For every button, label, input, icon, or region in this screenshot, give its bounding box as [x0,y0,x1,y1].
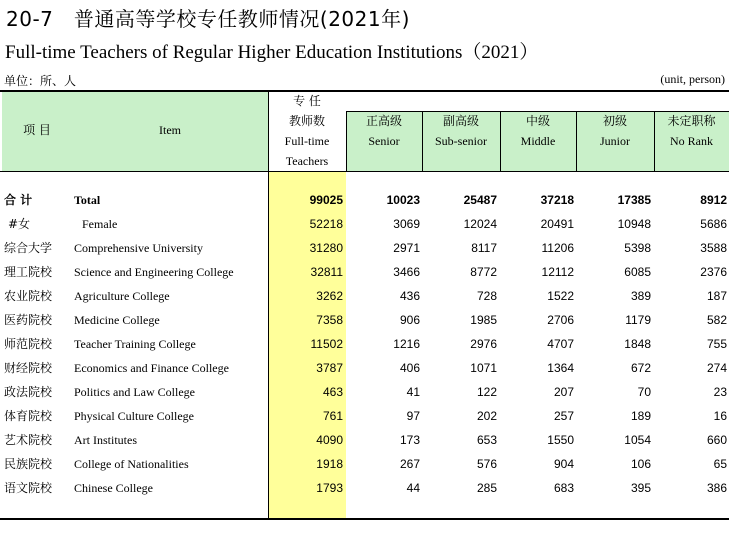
cell-norank: 660 [706,433,727,447]
cell-fulltime: 31280 [309,241,343,255]
header-senior: 正高级 Senior [365,114,402,148]
row-label-en: Total [74,193,101,207]
cell-fulltime: 3787 [316,361,343,375]
cell-junior: 389 [630,289,651,303]
cell-fulltime: 52218 [309,217,343,231]
cell-middle: 12112 [541,265,574,279]
cell-subsenior: 285 [476,481,497,495]
cell-senior: 3466 [393,265,420,279]
cell-norank: 16 [713,409,727,423]
cell-junior: 1054 [624,433,651,447]
cell-junior: 70 [637,385,651,399]
table-row [0,452,731,476]
row-label-cn: 政法院校 [4,385,53,399]
cell-fulltime: 11502 [310,337,343,351]
row-label-en: Economics and Finance College [74,361,229,375]
row-label-cn: 财经院校 [4,361,53,375]
cell-junior: 10948 [617,217,651,231]
cell-subsenior: 8772 [470,265,497,279]
cell-junior: 6085 [624,265,651,279]
row-label-cn: 医药院校 [4,313,53,327]
cell-senior: 41 [406,385,420,399]
table-row [0,236,731,260]
page-title-cn: 20-7 普通高等学校专任教师情况(2021年) [6,7,410,31]
cell-junior: 672 [630,361,651,375]
data-table [0,90,731,520]
cell-senior: 10023 [386,193,420,207]
header-middle: 中级 Middle [520,114,556,148]
cell-norank: 3588 [700,241,727,255]
cell-fulltime: 7358 [316,313,343,327]
row-label-cn: 理工院校 [4,265,53,279]
cell-fulltime: 3262 [316,289,343,303]
cell-fulltime: 4090 [316,433,343,447]
cell-norank: 582 [706,313,727,327]
cell-subsenior: 12024 [463,217,497,231]
table-row [0,188,731,212]
cell-norank: 274 [706,361,727,375]
row-label-cn: 合 计 [4,193,33,207]
cell-senior: 906 [399,313,420,327]
cell-subsenior: 122 [476,385,497,399]
row-label-en: Agriculture College [74,289,170,303]
cell-norank: 65 [713,457,727,471]
table-row [0,476,731,500]
cell-subsenior: 728 [476,289,497,303]
header-item-cn: 项 目 [23,123,51,137]
cell-senior: 436 [399,289,420,303]
cell-junior: 106 [630,457,651,471]
header-item-en: Item [159,123,181,137]
table-row [0,260,731,284]
cell-middle: 257 [553,409,574,423]
cell-subsenior: 202 [476,409,497,423]
row-label-cn: 农业院校 [4,289,53,303]
unit-label-cn: 单位：所、人 [4,74,77,88]
cell-middle: 1522 [547,289,574,303]
cell-subsenior: 653 [476,433,497,447]
cell-fulltime: 1918 [316,457,343,471]
row-label-en: Science and Engineering College [74,265,234,279]
row-label-en: Female [82,217,118,231]
cell-subsenior: 2976 [470,337,497,351]
row-label-en: College of Nationalities [74,457,189,471]
cell-fulltime: 1793 [316,481,343,495]
cell-middle: 904 [553,457,574,471]
cell-senior: 267 [399,457,420,471]
cell-junior: 1848 [624,337,651,351]
header-fulltime: 专 任 教师数 Full-time Teachers [284,94,330,168]
cell-junior: 5398 [624,241,651,255]
cell-senior: 97 [406,409,420,423]
row-label-en: Medicine College [74,313,160,327]
cell-junior: 17385 [617,193,651,207]
cell-norank: 5686 [700,217,727,231]
cell-senior: 44 [406,481,420,495]
cell-subsenior: 1985 [470,313,497,327]
row-label-cn: 综合大学 [4,241,53,255]
cell-fulltime: 463 [322,385,343,399]
cell-junior: 189 [630,409,651,423]
row-label-en: Teacher Training College [74,337,196,351]
table-row [0,332,731,356]
table-row [0,428,731,452]
cell-middle: 1364 [547,361,574,375]
table-bottom-border [0,518,729,520]
cell-norank: 8912 [700,193,727,207]
cell-norank: 23 [713,385,727,399]
cell-norank: 187 [706,289,727,303]
header-norank: 未定职称 No Rank [667,114,716,148]
cell-subsenior: 576 [476,457,497,471]
cell-middle: 11206 [541,241,574,255]
cell-senior: 2971 [393,241,420,255]
cell-senior: 406 [399,361,420,375]
cell-middle: 2706 [547,313,574,327]
row-label-en: Comprehensive University [74,241,203,255]
table-row [0,404,731,428]
cell-subsenior: 8117 [471,241,497,255]
row-label-cn: 体育院校 [4,409,53,423]
header-bottom-border [0,171,729,172]
cell-norank: 2376 [700,265,727,279]
cell-senior: 1216 [393,337,420,351]
cell-junior: 395 [630,481,651,495]
row-label-en: Art Institutes [74,433,137,447]
cell-fulltime: 761 [322,409,343,423]
row-label-en: Politics and Law College [74,385,195,399]
cell-middle: 207 [553,385,574,399]
header-subsenior: 副高级 Sub-senior [435,114,487,148]
row-label-cn: 语文院校 [4,481,53,495]
table-row [0,380,731,404]
row-label-cn: 艺术院校 [4,433,53,447]
row-label-cn: 师范院校 [4,337,53,351]
page-title-en: Full-time Teachers of Regular Higher Education Institutions（2021） [5,42,539,63]
cell-middle: 20491 [540,217,574,231]
cell-subsenior: 25487 [463,193,497,207]
cell-senior: 3069 [393,217,420,231]
header-junior: 初级 Junior [600,114,630,148]
cell-fulltime: 99025 [309,193,343,207]
cell-middle: 683 [553,481,574,495]
cell-junior: 1179 [625,313,651,327]
table-top-border [0,90,729,92]
row-label-en: Chinese College [74,481,153,495]
table-row [0,284,731,308]
table-row [0,308,731,332]
table-row [0,212,731,236]
row-label-en: Physical Culture College [74,409,194,423]
cell-fulltime: 32811 [310,265,343,279]
cell-norank: 386 [706,481,727,495]
cell-middle: 1550 [547,433,574,447]
row-label-cn: #女 [8,217,31,231]
cell-middle: 4707 [547,337,574,351]
row-label-cn: 民族院校 [4,457,53,471]
cell-middle: 37218 [540,193,574,207]
table-row [0,356,731,380]
cell-norank: 755 [706,337,727,351]
cell-subsenior: 1071 [470,361,497,375]
unit-label-en: (unit, person) [660,72,725,86]
cell-senior: 173 [399,433,420,447]
